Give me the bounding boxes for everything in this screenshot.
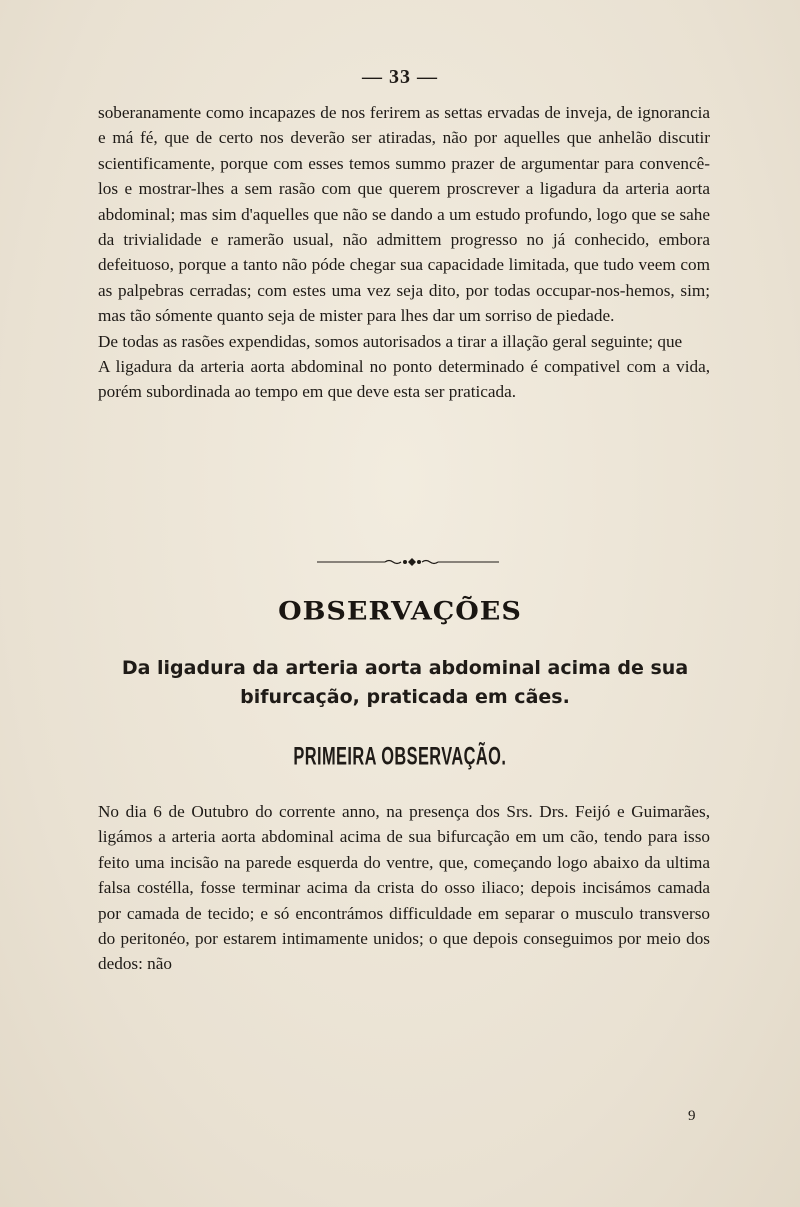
intro-conclusion-paragraph: A ligadura da arteria aorta abdominal no ponto determinado é compativel com a vida, porém subordinada ao tempo em que deve esta ser praticada. <box>98 357 710 402</box>
observation-text <box>98 799 710 977</box>
intro-text <box>98 100 710 405</box>
observation-paragraph: No dia 6 de Outubro do corrente anno, na presença dos Srs. Drs. Feijó e Guimarães, ligámos a arteria aorta abdominal acima de sua bifurcação em um cão, tendo para isso feito uma incisão na parede esquerda do ventre, que, começando logo abaixo da ultima falsa costélla, fosse terminar acima da crista do osso iliaco; depois incisámos camada por camada de tecido; e só encontrámos difficuldade em separar o musculo transverso do peritonéo, por estarem intimamente unidos; o que depois conseguimos por meio dos dedos: não <box>98 802 710 974</box>
observation-heading-text: PRIMEIRA OBSERVAÇÃO. <box>293 743 507 771</box>
observation-heading <box>0 743 800 771</box>
observations-title-text: OBSERVAÇÕES <box>278 596 522 627</box>
section-heading: Da ligadura da arteria aorta abdominal acima de sua bifurcação, praticada em cães. <box>121 657 689 708</box>
intro-paragraph: De todas as rasões expendidas, somos autorisados a tirar a illação geral seguinte; que <box>98 331 683 351</box>
signature-mark: 9 <box>688 1108 696 1124</box>
observations-title <box>0 596 800 627</box>
intro-paragraph: soberanamente como incapazes de nos ferirem as settas ervadas de inveja, de ignorancia e má fé, que de certo nos deverão ser atiradas, não por aquelles que anhelão discutir scientificamente, porque com esses temos summo prazer de argumentar para convencê-los e mostrar-lhes a sem rasão com que querem proscrever a ligadura da arteria aorta abdominal; mas sim d'aquelles que não se dando a um estudo profundo, logo que se sahe da trivialidade e ramerão usual, não admittem progresso no já conhecido, embora defeituoso, porque a tanto não póde chegar sua capacidade limitada, que tudo veem com as palpebras cerradas; com estes uma vez seja dito, por todas occupar-nos-hemos, sim; mas tão sómente quanto seja de mister para lhes dar um sorriso de piedade. <box>98 103 710 326</box>
ornamental-divider <box>317 556 499 568</box>
page-number: — 33 — <box>362 66 438 88</box>
